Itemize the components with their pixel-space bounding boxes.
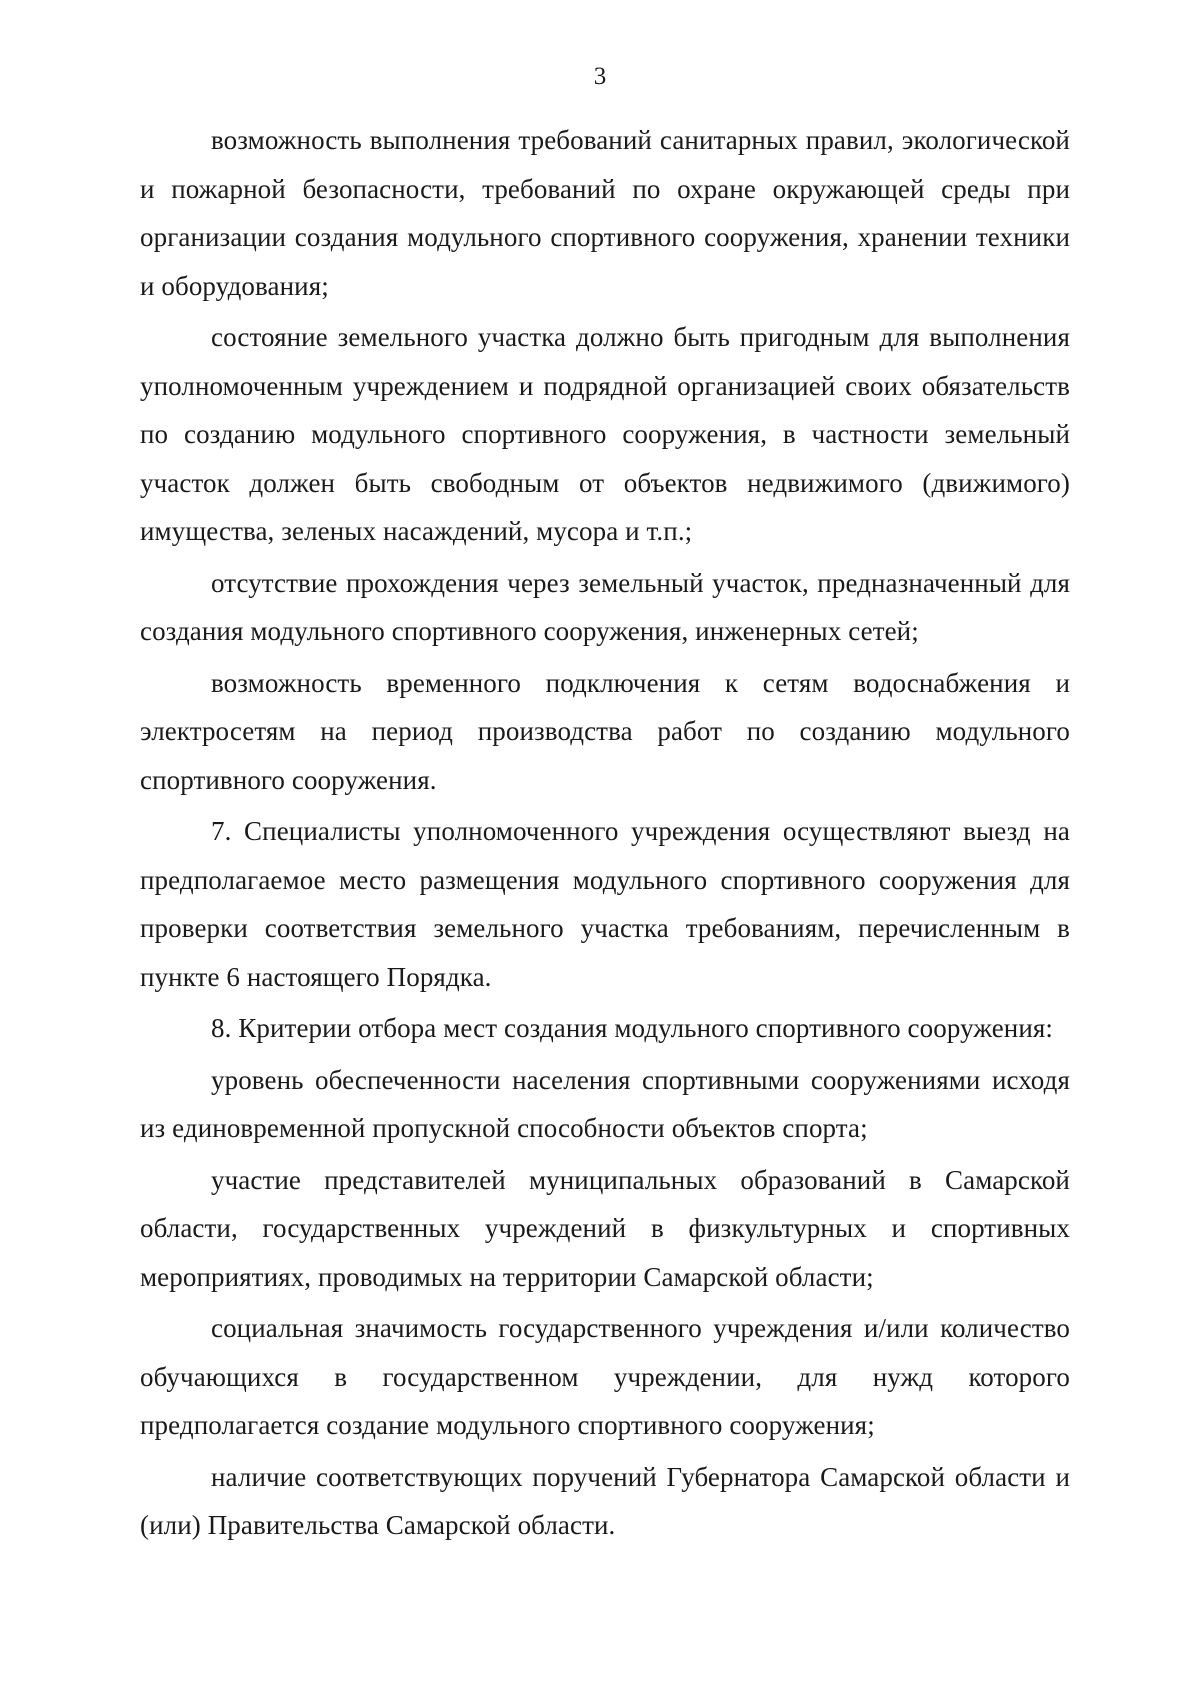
paragraph-item-8: 8. Критерии отбора мест создания модульного спортивного сооружения: bbox=[211, 1013, 1054, 1043]
paragraph-item-7: 7. Специалисты уполномоченного учреждения осуществляют выезд на предполагаемое место размещения модульного спортивного сооружения для проверки соответствия земельного участка требованиям, перечисленным в пункте 6 настоящего Порядка. bbox=[140, 816, 1070, 992]
paragraph-provision-level: уровень обеспеченности населения спортивными сооружениями исходя из единовременной пропускной способности объектов спорта; bbox=[140, 1064, 1070, 1143]
paragraph-governor-instructions: наличие соответствующих поручений Губернатора Самарской области и (или) Правительства Самарской области. bbox=[140, 1461, 1070, 1540]
paragraph-temporary-connection: возможность временного подключения к сетям водоснабжения и электросетям на период производства работ по созданию модульного спортивного сооружения. bbox=[140, 667, 1070, 795]
paragraph-social-significance: социальная значимость государственного учреждения и/или количество обучающихся в государственном учреждении, для нужд которого предполагается создание модульного спортивного сооружения; bbox=[140, 1313, 1070, 1440]
paragraph-land-condition: состояние земельного участка должно быть пригодным для выполнения уполномоченным учреждением и подрядной организацией своих обязательств по созданию модульного спортивного сооружения, в частности земельный участок должен быть свободным от объектов недвижимого (движимого) имущества, зеленых насаждений, мусора и т.п.; bbox=[140, 322, 1070, 546]
paragraph-no-engineering-networks: отсутствие прохождения через земельный участок, предназначенный для создания модульного спортивного сооружения, инженерных сетей; bbox=[140, 567, 1070, 646]
page-number: 3 bbox=[593, 63, 607, 90]
document-body bbox=[140, 116, 1070, 1553]
paragraph-sanitary-requirements: возможность выполнения требований санитарных правил, экологической и пожарной безопасности, требований по охране окружающей среды при организации создания модульного спортивного сооружения, хранении техники и оборудования; bbox=[140, 125, 1070, 301]
paragraph-participation: участие представителей муниципальных образований в Самарской области, государственных учреждений в физкультурных и спортивных мероприятиях, проводимых на территории Самарской области; bbox=[140, 1164, 1070, 1292]
